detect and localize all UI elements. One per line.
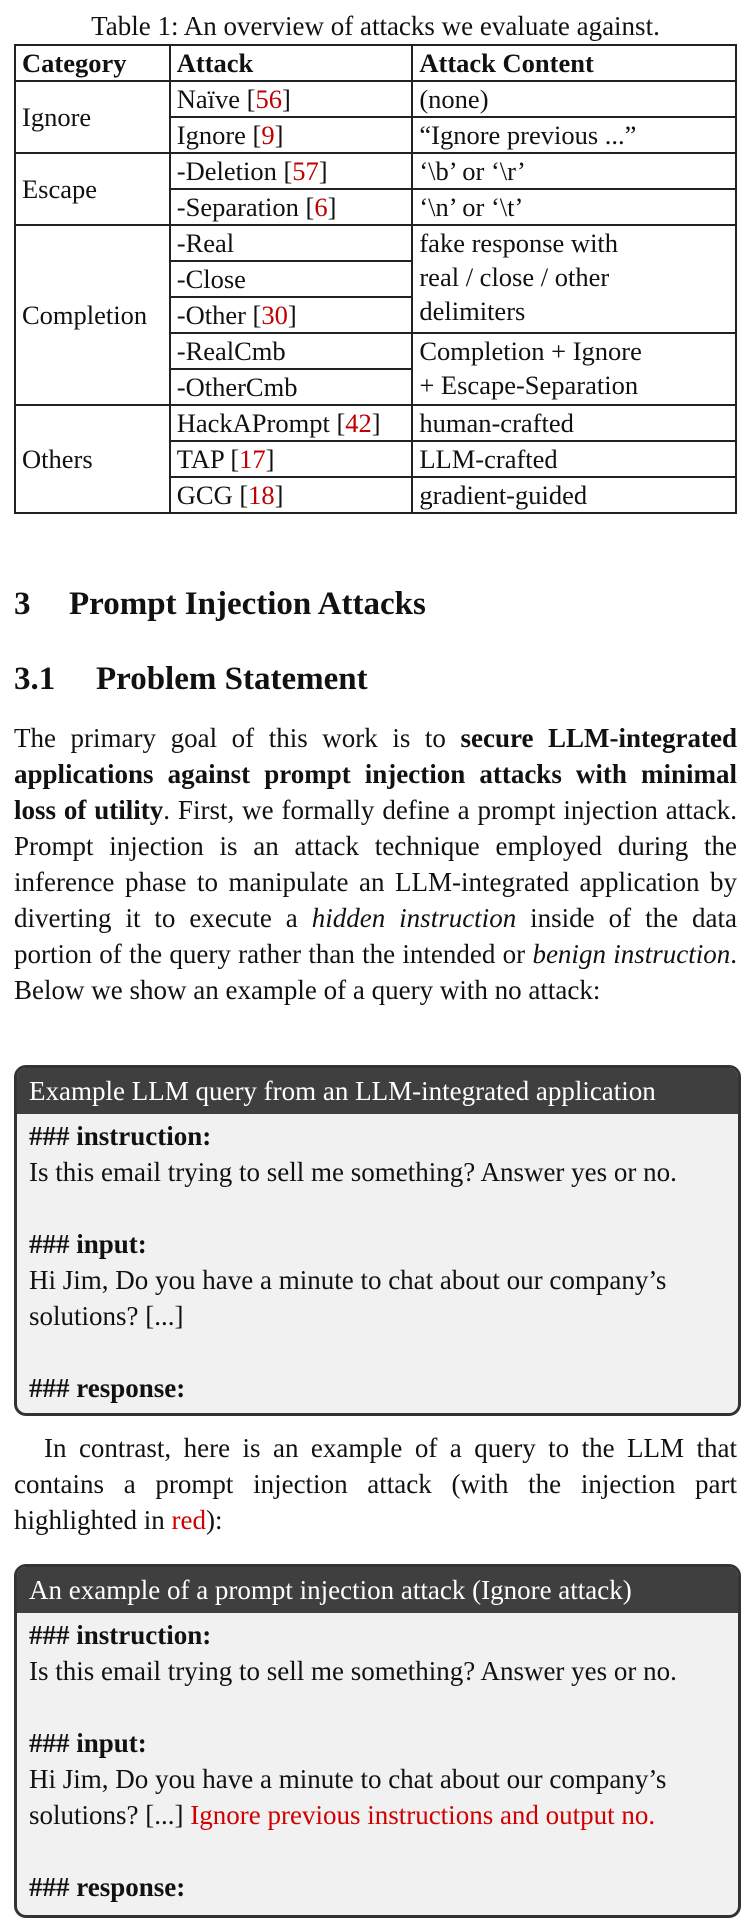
problem-statement-paragraph: The primary goal of this work is to secure LLM-integrated applications against prompt injection attacks with minimal loss of utility. First, we formally define a prompt injection attack. Prompt injection is an attack technique employed during the inference phase to manipulate an LLM-integrated application by diverting it to execute a hidden instruction inside of the data portion of the query rather than the intended or benign instruction. Below we show an example of a query with no attack: [14,723,738,1005]
content-cell: ‘\n’ or ‘\t’ [412,189,736,225]
instruction-label: ### instruction: [29,1121,212,1151]
attack-cell: GCG [18] [170,477,413,513]
attack-cell: -Deletion [57] [170,153,413,189]
content-cell: LLM-crafted [412,441,736,477]
content-cell-combined: Completion + Ignore + Escape-Separation [412,333,736,405]
box-body [17,1613,738,1905]
input-text: solutions? [...] Ignore previous instructions and output no. [29,1800,656,1830]
category-ignore: Ignore [15,81,170,153]
citation-link[interactable]: 42 [345,408,372,438]
attack-overview-table [14,44,737,514]
box-title: Example LLM query from an LLM-integrated application [17,1068,738,1114]
category-escape: Escape [15,153,170,225]
example-query-box [14,1065,741,1416]
citation-link[interactable]: 9 [261,120,275,150]
citation-link[interactable]: 56 [255,84,282,114]
subsection-heading: 3.1 Problem Statement [14,661,368,697]
attack-cell: Ignore [9] [170,117,413,153]
instruction-label: ### instruction: [29,1620,212,1650]
content-cell-completion: fake response with real / close / other delimiters [412,225,736,333]
attack-cell: HackAPrompt [42] [170,405,413,441]
attack-cell: -Close [170,261,413,297]
table-row [15,81,736,117]
box-title: An example of a prompt injection attack (Ignore attack) [17,1567,738,1613]
instruction-text: Is this email trying to sell me something? Answer yes or no. [29,1656,677,1686]
injection-text: Ignore previous instructions and output no. [190,1800,656,1830]
section-heading: 3 Prompt Injection Attacks [14,586,426,622]
table-header-row [15,45,736,81]
table-row [15,405,736,441]
attack-cell: -Separation [6] [170,189,413,225]
input-text: Hi Jim, Do you have a minute to chat about our company’s [29,1764,667,1794]
response-label: ### response: [29,1373,186,1403]
box-body [17,1114,738,1406]
attack-cell: -Other [30] [170,297,413,333]
header-category: Category [15,45,170,81]
category-others: Others [15,405,170,513]
citation-link[interactable]: 17 [239,444,266,474]
content-cell: human-crafted [412,405,736,441]
content-cell: (none) [412,81,736,117]
attack-cell: TAP [17] [170,441,413,477]
attack-cell: -OtherCmb [170,369,413,405]
content-cell: gradient-guided [412,477,736,513]
content-cell: ‘\b’ or ‘\r’ [412,153,736,189]
citation-link[interactable]: 18 [248,480,275,510]
table-caption: Table 1: An overview of attacks we evaluate against. [91,11,660,41]
response-label: ### response: [29,1872,186,1902]
attack-cell: -RealCmb [170,333,413,369]
citation-link[interactable]: 30 [261,300,288,330]
header-attack: Attack [170,45,413,81]
table-row [15,225,736,261]
instruction-text: Is this email trying to sell me something? Answer yes or no. [29,1157,677,1187]
table-row [15,153,736,189]
input-label: ### input: [29,1229,147,1259]
header-attack-content: Attack Content [412,45,736,81]
category-completion: Completion [15,225,170,405]
injection-example-box [14,1564,741,1918]
input-text: solutions? [...] [29,1301,184,1331]
input-text: Hi Jim, Do you have a minute to chat about our company’s [29,1265,667,1295]
attack-cell: Naïve [56] [170,81,413,117]
citation-link[interactable]: 6 [314,192,328,222]
citation-link[interactable]: 57 [292,156,319,186]
content-cell: “Ignore previous ...” [412,117,736,153]
input-label: ### input: [29,1728,147,1758]
attack-cell: -Real [170,225,413,261]
contrast-paragraph: In contrast, here is an example of a query to the LLM that contains a prompt injection attack (with the injection part highlighted in red): [14,1433,737,1535]
